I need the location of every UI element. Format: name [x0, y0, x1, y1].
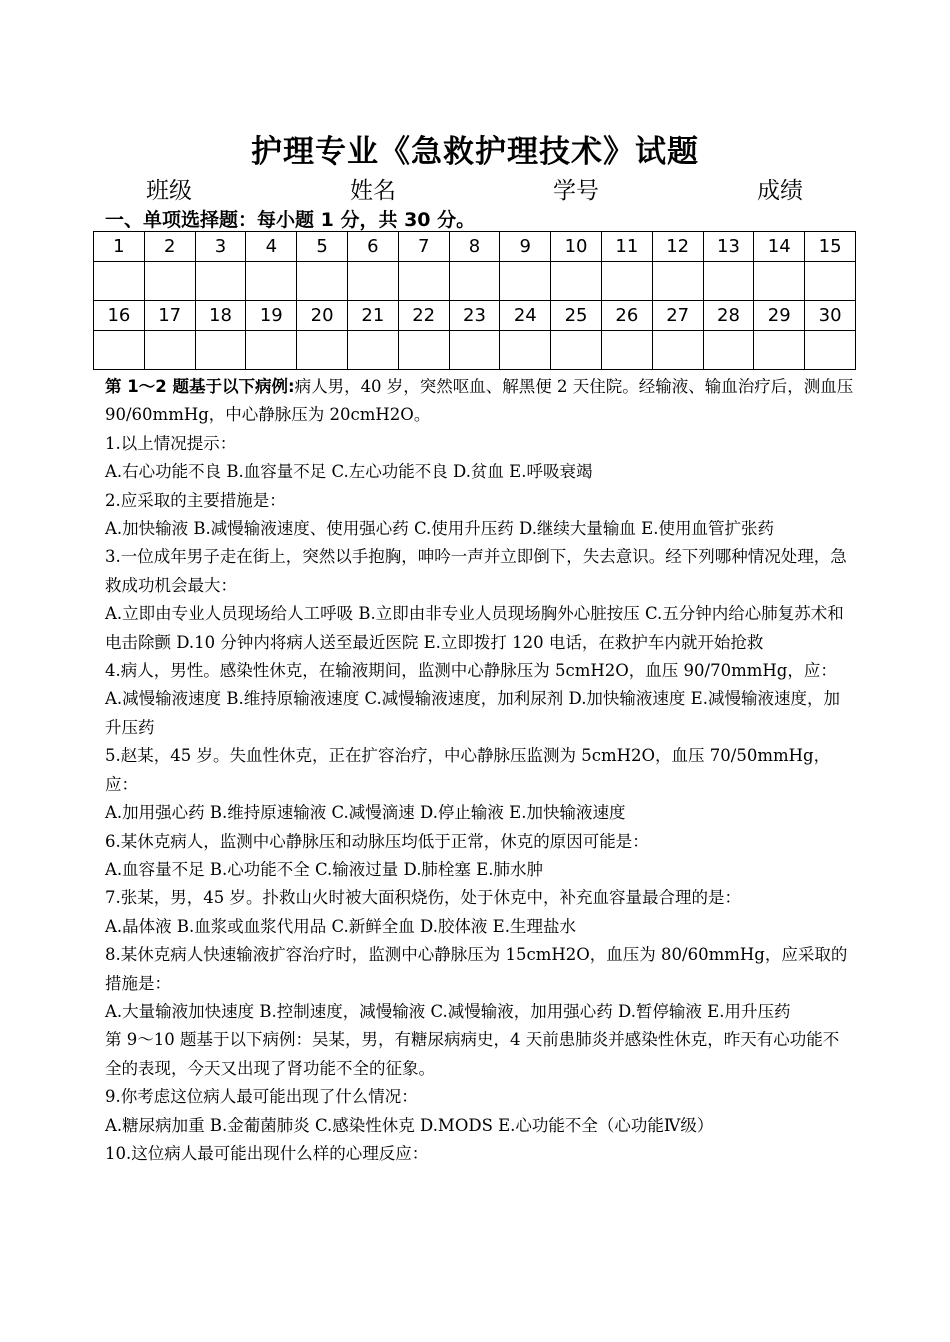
page-title: 护理专业《急救护理技术》试题 [251, 134, 699, 170]
section-heading: 一、单项选择题：每小题 1 分，共 30 分。 [105, 209, 476, 231]
question-number: 17 [144, 301, 195, 331]
options-line: A.糖尿病加重 B.金葡菌肺炎 C.感染性休克 D.MODS E.心功能不全（心功能Ⅳ级） [105, 1115, 714, 1135]
question-line: 8.某休克病人快速输液扩容治疗时，监测中心静脉压为 15cmH2O，血压为 80/60mmHg，应采取的措施是： [105, 945, 848, 993]
answer-cell[interactable] [652, 331, 703, 370]
question-number: 9 [500, 232, 551, 262]
question-number: 14 [754, 232, 805, 262]
answer-cell[interactable] [398, 262, 449, 301]
answer-cell[interactable] [805, 331, 856, 370]
question-number: 30 [805, 301, 856, 331]
answer-cell[interactable] [195, 331, 246, 370]
answer-cell[interactable] [347, 262, 398, 301]
question-line: 4.病人，男性。感染性休克，在输液期间，监测中心静脉压为 5cmH2O，血压 90/70mmHg，应： [105, 661, 837, 681]
options-line: A.大量输液加快速度 B.控制速度，减慢输液 C.减慢输液，加用强心药 D.暂停输液 E.用升压药 [105, 1001, 791, 1021]
question-number: 3 [195, 232, 246, 262]
question-number: 12 [652, 232, 703, 262]
question-number: 23 [449, 301, 500, 331]
student-id-label: 学号 [553, 178, 599, 204]
question-number: 27 [652, 301, 703, 331]
answer-cell[interactable] [144, 262, 195, 301]
answer-cell[interactable] [500, 331, 551, 370]
question-line: 9.你考虑这位病人最可能出现了什么情况： [105, 1087, 418, 1107]
question-number: 5 [297, 232, 348, 262]
case-heading: 第 1～2 题基于以下病例: [105, 377, 295, 396]
question-number: 7 [398, 232, 449, 262]
answer-cell[interactable] [246, 262, 297, 301]
question-number: 8 [449, 232, 500, 262]
question-number: 16 [94, 301, 145, 331]
answer-cell[interactable] [297, 262, 348, 301]
options-line: A.右心功能不良 B.血容量不足 C.左心功能不良 D.贫血 E.呼吸衰竭 [105, 462, 593, 482]
question-number: 10 [551, 232, 602, 262]
question-number: 13 [703, 232, 754, 262]
answer-cell[interactable] [195, 262, 246, 301]
options-line: A.晶体液 B.血浆或血浆代用品 C.新鲜全血 D.胶体液 E.生理盐水 [105, 916, 576, 936]
answer-cell[interactable] [398, 331, 449, 370]
case-intro: 第 9～10 题基于以下病例：吴某，男，有糖尿病病史，4 天前患肺炎并感染性休克，昨天有心功能不全的表现，今天又出现了肾功能不全的征象。 [105, 1030, 840, 1078]
options-line: A.加快输液 B.减慢输液速度、使用强心药 C.使用升压药 D.继续大量输血 E.使用血管扩张药 [105, 519, 774, 539]
answer-blank-row-2 [94, 331, 856, 370]
answer-cell[interactable] [601, 331, 652, 370]
answer-cell[interactable] [551, 331, 602, 370]
question-number: 6 [347, 232, 398, 262]
question-number: 28 [703, 301, 754, 331]
question-number: 22 [398, 301, 449, 331]
question-number: 2 [144, 232, 195, 262]
options-line: A.血容量不足 B.心功能不全 C.输液过量 D.肺栓塞 E.肺水肿 [105, 859, 543, 879]
question-line: 3.一位成年男子走在街上，突然以手抱胸，呻吟一声并立即倒下，失去意识。经下列哪种情况处理，急救成功机会最大： [105, 547, 847, 595]
answer-cell[interactable] [805, 262, 856, 301]
answer-cell[interactable] [703, 262, 754, 301]
question-number: 1 [94, 232, 145, 262]
answer-number-row-1 [94, 232, 856, 262]
question-number: 21 [347, 301, 398, 331]
question-number: 15 [805, 232, 856, 262]
question-body [105, 373, 855, 1168]
answer-cell[interactable] [94, 331, 145, 370]
case-description: 病人男，40 岁，突然呕血、解黑便 2 天住院。经输液、输血治疗后，测血压 90/60mmHg，中心静脉压为 20cmH2O。 [105, 377, 854, 425]
answer-cell[interactable] [297, 331, 348, 370]
answer-cell[interactable] [449, 262, 500, 301]
question-number: 18 [195, 301, 246, 331]
question-number: 29 [754, 301, 805, 331]
name-label: 姓名 [350, 178, 396, 204]
answer-cell[interactable] [703, 331, 754, 370]
question-number: 11 [601, 232, 652, 262]
case-intro [105, 373, 855, 430]
question-line: 1.以上情况提示： [105, 433, 237, 453]
question-line: 2.应采取的主要措施是： [105, 490, 286, 510]
answer-cell[interactable] [601, 262, 652, 301]
question-line: 6.某休克病人，监测中心静脉压和动脉压均低于正常，休克的原因可能是： [105, 831, 649, 851]
answer-cell[interactable] [144, 331, 195, 370]
question-number: 20 [297, 301, 348, 331]
answer-cell[interactable] [500, 262, 551, 301]
question-number: 4 [246, 232, 297, 262]
question-number: 24 [500, 301, 551, 331]
answer-cell[interactable] [652, 262, 703, 301]
class-label: 班级 [146, 178, 192, 204]
question-number: 19 [246, 301, 297, 331]
question-line: 5.赵某，45 岁。失血性休克，正在扩容治疗，中心静脉压监测为 5cmH2O，血压 70/50mmHg，应： [105, 746, 831, 794]
options-line: A.立即由专业人员现场给人工呼吸 B.立即由非专业人员现场胸外心脏按压 C.五分钟内给心肺复苏术和电击除颤 D.10 分钟内将病人送至最近医院 E.立即拨打 120 电话，在救护车内就开始抢救 [105, 604, 844, 652]
options-line: A.减慢输液速度 B.维持原输液速度 C.减慢输液速度，加利尿剂 D.加快输液速度 E.减慢输液速度，加升压药 [105, 689, 840, 737]
answer-cell[interactable] [94, 262, 145, 301]
answer-cell[interactable] [449, 331, 500, 370]
answer-cell[interactable] [347, 331, 398, 370]
question-line: 10.这位病人最可能出现什么样的心理反应： [105, 1143, 429, 1163]
question-number: 25 [551, 301, 602, 331]
options-line: A.加用强心药 B.维持原速输液 C.减慢滴速 D.停止输液 E.加快输液速度 [105, 803, 626, 823]
question-number: 26 [601, 301, 652, 331]
answer-cell[interactable] [551, 262, 602, 301]
answer-cell[interactable] [754, 262, 805, 301]
score-label: 成绩 [757, 178, 803, 204]
question-line: 7.张某，男，45 岁。扑救山火时被大面积烧伤，处于休克中，补充血容量最合理的是： [105, 888, 741, 908]
answer-cell[interactable] [246, 331, 297, 370]
answer-table [93, 231, 856, 370]
student-info-row [0, 172, 950, 204]
answer-number-row-2 [94, 301, 856, 331]
answer-cell[interactable] [754, 331, 805, 370]
answer-blank-row-1 [94, 262, 856, 301]
